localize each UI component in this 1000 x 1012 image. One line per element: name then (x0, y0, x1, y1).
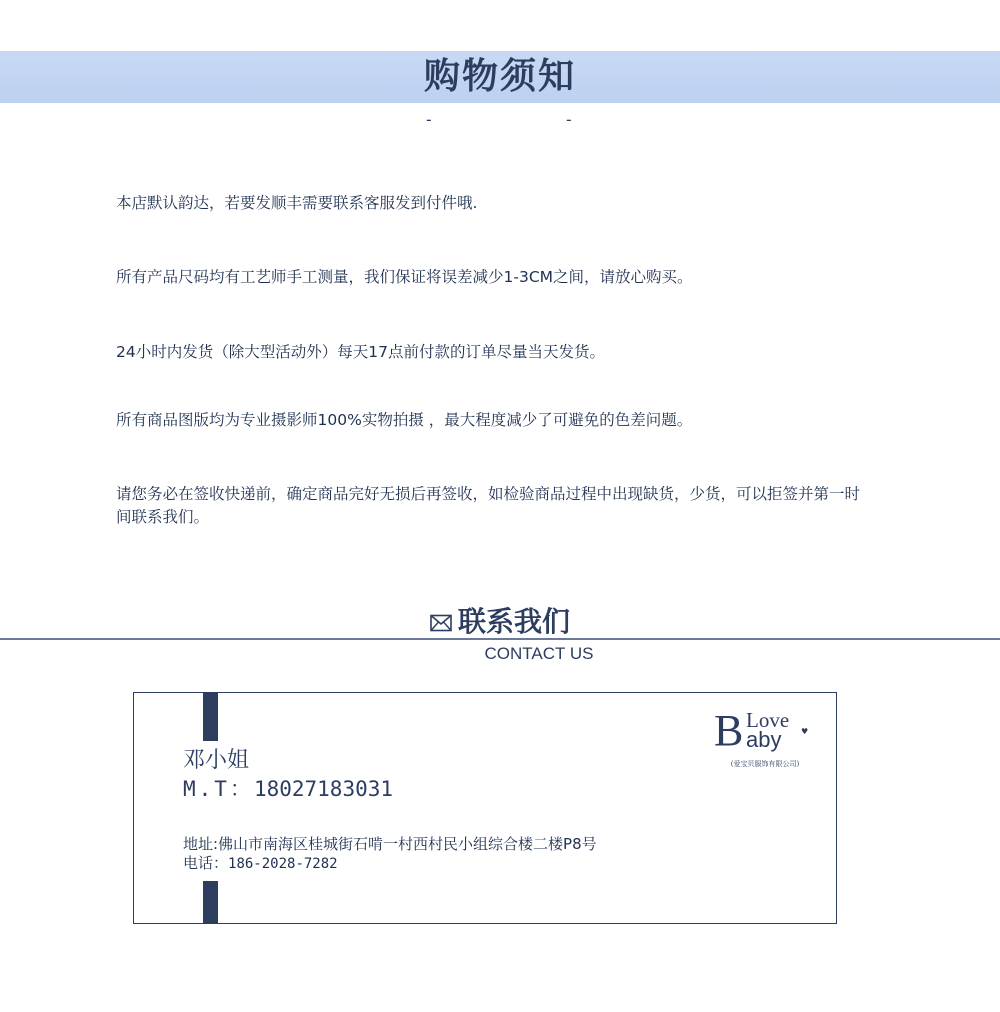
page-title: 购物须知 (423, 56, 576, 97)
telephone-label: 电话： (183, 854, 229, 872)
notice-delivery-time: 24小时内发货（除大型活动外）每天17点前付款的订单尽量当天发货。 (116, 343, 605, 361)
contact-telephone (183, 854, 338, 873)
contact-name: 邓小姐 (183, 748, 250, 773)
logo-letter-b: B (714, 706, 744, 755)
love-baby-logo (706, 707, 824, 775)
heart-icon: ♥ (801, 727, 809, 736)
logo-company-name: (爱宝贝服饰有限公司) (730, 760, 800, 768)
card-accent-bar-bottom (203, 881, 218, 923)
contact-subtitle: CONTACT US (484, 644, 594, 663)
mobile-phone-label: M.T： (183, 777, 254, 801)
logo-word-aby: aby (746, 727, 782, 752)
telephone-number: 186-2028-7282 (228, 856, 338, 872)
mobile-phone (183, 773, 393, 803)
title-dash-left: - (424, 110, 434, 129)
contact-card (133, 692, 837, 924)
envelope-icon (430, 614, 452, 632)
contact-address: 地址:佛山市南海区桂城街石啃一村西村民小组综合楼二楼P8号 (183, 835, 597, 853)
notice-photo-accuracy: 所有商品图版均为专业摄影师100%实物拍摄 ，最大程度减少了可避免的色差问题。 (116, 411, 693, 429)
notice-shipping-courier: 本店默认韵达，若要发顺丰需要联系客服发到付件哦. (116, 194, 478, 212)
notice-inspect-on-receipt: 请您务必在签收快递前，确定商品完好无损后再签收，如检验商品过程中出现缺货，少货，可以拒签并第一时间联系我们。 (116, 485, 861, 526)
notice-size-measurement: 所有产品尺码均有工艺师手工测量，我们保证将误差减少1-3CM之间，请放心购买。 (116, 268, 693, 286)
contact-section-title (0, 600, 1000, 640)
logo-word-love: Love (746, 708, 790, 732)
title-dash-right: - (564, 110, 574, 129)
mobile-phone-number: 18027183031 (253, 777, 394, 801)
card-accent-bar-top (203, 693, 218, 741)
contact-divider (0, 638, 1000, 640)
contact-title-text: 联系我们 (457, 605, 570, 638)
